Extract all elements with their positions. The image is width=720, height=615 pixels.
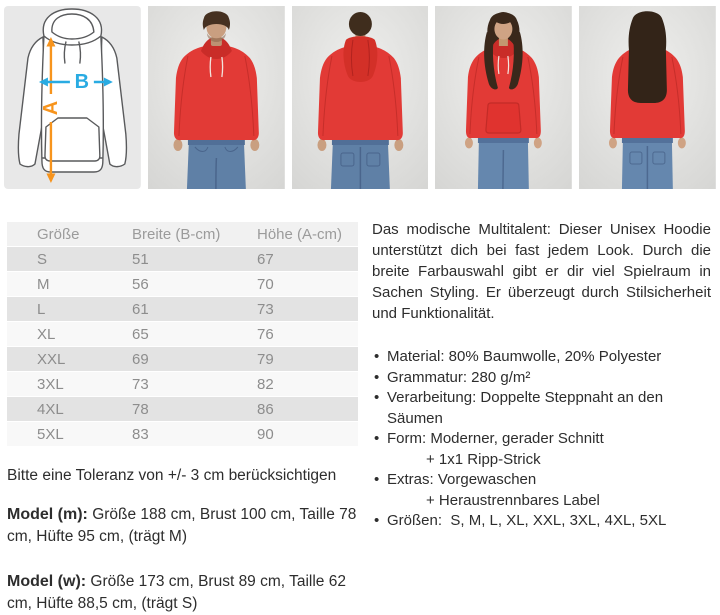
size-cell: 5XL (7, 422, 132, 447)
measurement-notes (7, 466, 373, 615)
hoehe-cell: 79 (257, 347, 358, 372)
breite-cell: 73 (132, 372, 257, 397)
size-row-5xl (7, 422, 358, 447)
breite-cell: 65 (132, 322, 257, 347)
column-header-hoehe: Höhe (A-cm) (257, 222, 358, 247)
size-row-xxl (7, 347, 358, 372)
hoodie-outline-drawing (4, 6, 141, 189)
breite-cell: 78 (132, 397, 257, 422)
feature-text: Form: Moderner, gerader Schnitt (387, 430, 604, 447)
woman-front-illustration (435, 6, 572, 189)
feature-item-groessen (372, 511, 711, 532)
product-image-gallery (4, 6, 716, 189)
model-w-text: Größe 173 cm, Brust 89 cm, Taille 62 cm, Hüfte 88,5 cm, (trägt S) (7, 573, 346, 612)
size-cell: 3XL (7, 372, 132, 397)
size-row-3xl (7, 372, 358, 397)
size-table (7, 222, 358, 447)
model-w-label: Model (w): (7, 573, 87, 590)
size-cell: L (7, 297, 132, 322)
photo-woman-back[interactable] (579, 6, 716, 189)
description-paragraph: Das modische Multitalent: Dieser Unisex Hoodie unterstützt dich bei fast jedem Look. Durch die breite Farbauswahl gibt er dir viel Spielraum in Sachen Styling. Er überzeugt durch Stilsicherheit und Funktionalität. (372, 221, 711, 322)
size-cell: 4XL (7, 397, 132, 422)
man-back-illustration (292, 6, 429, 189)
model-m-label: Model (m): (7, 506, 88, 523)
size-diagram-image[interactable] (4, 6, 141, 189)
man-front-illustration (148, 6, 285, 189)
feature-subitem: + 1x1 Ripp-Strick (426, 450, 541, 468)
hoehe-cell: 82 (257, 372, 358, 397)
hoehe-cell: 76 (257, 322, 358, 347)
feature-item-grammatur (372, 368, 711, 389)
model-m-text: Größe 188 cm, Brust 100 cm, Taille 78 cm, Hüfte 95 cm, (trägt M) (7, 506, 357, 545)
feature-text: Größen: S, M, L, XL, XXL, 3XL, 4XL, 5XL (387, 512, 667, 529)
breite-cell: 69 (132, 347, 257, 372)
size-row-xl (7, 322, 358, 347)
product-description (372, 219, 711, 532)
size-table-header-row (7, 222, 358, 247)
photo-woman-front[interactable] (435, 6, 572, 189)
width-label-b: B (74, 70, 90, 94)
breite-cell: 56 (132, 272, 257, 297)
size-cell: M (7, 272, 132, 297)
hoehe-cell: 73 (257, 297, 358, 322)
hoehe-cell: 86 (257, 397, 358, 422)
feature-item-verarbeitung (372, 388, 711, 429)
size-row-s (7, 247, 358, 272)
column-header-breite: Breite (B-cm) (132, 222, 257, 247)
feature-text: Material: 80% Baumwolle, 20% Polyester (387, 348, 662, 365)
photo-man-back[interactable] (292, 6, 429, 189)
size-cell: XL (7, 322, 132, 347)
size-row-l (7, 297, 358, 322)
model-m-info (7, 504, 373, 548)
hoehe-cell: 90 (257, 422, 358, 447)
breite-cell: 51 (132, 247, 257, 272)
tolerance-note: Bitte eine Toleranz von +/- 3 cm berücksichtigen (7, 467, 337, 484)
size-cell: S (7, 247, 132, 272)
feature-text: Grammatur: 280 g/m² (387, 368, 531, 386)
feature-list (372, 347, 711, 532)
feature-item-extras (372, 470, 711, 511)
size-cell: XXL (7, 347, 132, 372)
hoehe-cell: 70 (257, 272, 358, 297)
breite-cell: 83 (132, 422, 257, 447)
breite-cell: 61 (132, 297, 257, 322)
feature-subitem: + Heraustrennbares Label (426, 491, 600, 509)
model-w-info (7, 571, 373, 615)
column-header-groesse: Größe (7, 222, 132, 247)
size-row-m (7, 272, 358, 297)
size-row-4xl (7, 397, 358, 422)
hoehe-cell: 67 (257, 247, 358, 272)
feature-text: Extras: Vorgewaschen (387, 471, 537, 488)
feature-item-form (372, 429, 711, 470)
photo-man-front[interactable] (148, 6, 285, 189)
feature-text: Verarbeitung: Doppelte Steppnaht an den Säumen (387, 389, 664, 427)
height-label-a: A (39, 100, 62, 116)
feature-item-material (372, 347, 711, 368)
woman-back-illustration (579, 6, 716, 189)
